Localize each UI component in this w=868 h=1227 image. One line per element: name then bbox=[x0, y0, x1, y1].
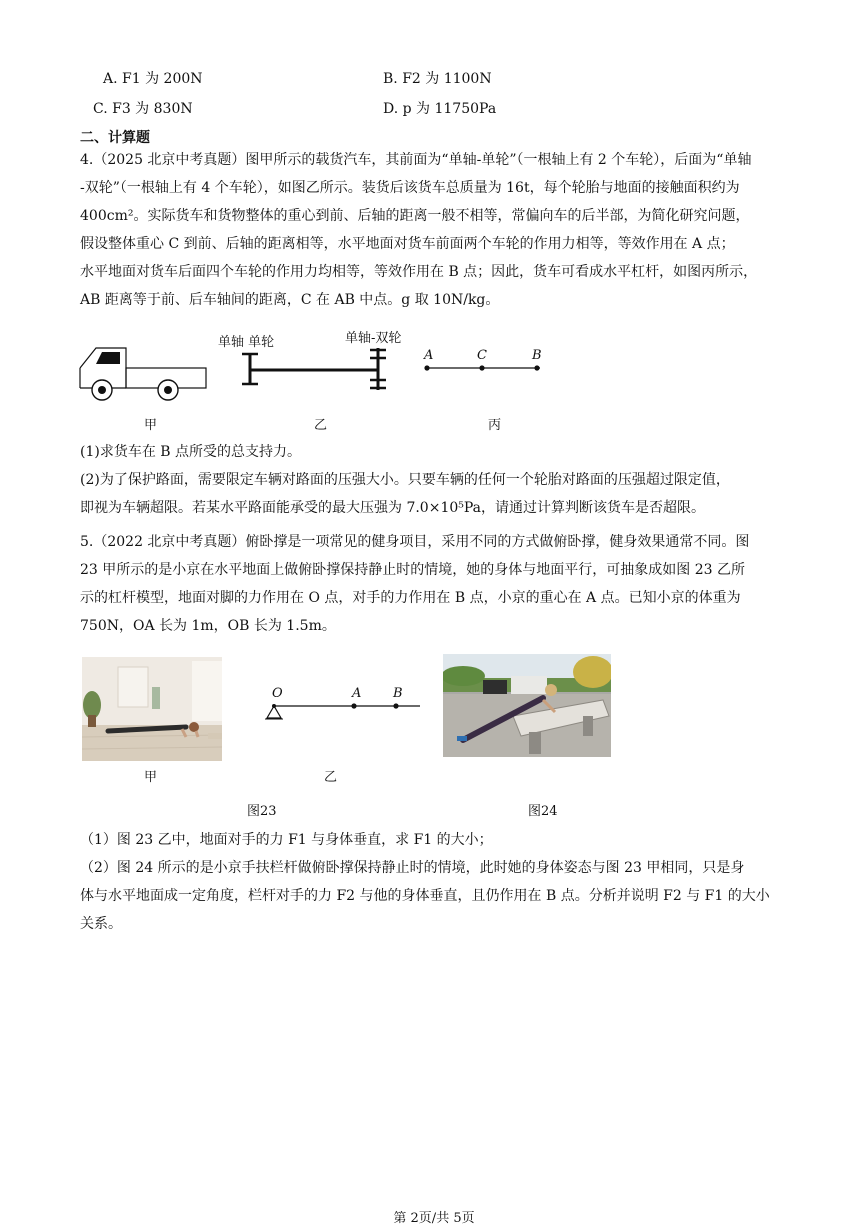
q4-line: -双轮”（一根轴上有 4 个车轮），如图乙所示。装货后该货车总质量为 16t，每个轮胎与地面的接触面积约为 bbox=[80, 180, 740, 196]
fig24-caption: 图24 bbox=[528, 804, 558, 819]
pushup-bench-photo bbox=[443, 654, 611, 757]
q4-line: AB 距离等于前、后车轴间的距离，C 在 AB 中点。g 取 10N/kg。 bbox=[80, 292, 500, 308]
page-footer: 第 2页/共 5页 bbox=[393, 1211, 475, 1226]
section-title: 二、计算题 bbox=[80, 130, 150, 146]
label-a: A bbox=[424, 348, 434, 363]
fig-caption-yi: 乙 bbox=[314, 418, 328, 433]
fig-caption-bing: 丙 bbox=[488, 418, 502, 433]
axle-diagram bbox=[236, 346, 396, 392]
q5-line: 示的杠杆模型，地面对脚的力作用在 O 点，对手的力作用在 B 点，小京的重心在 A 点。已知小京的体重为 bbox=[80, 590, 741, 606]
option-a: A. F1 为 200N bbox=[103, 71, 203, 87]
label-single-single: 单轴 单轮 bbox=[218, 335, 275, 350]
q4-line: 水平地面对货车后面四个车轮的作用力均相等，等效作用在 B 点；因此，货车可看成水平杠杆，如图丙所示， bbox=[80, 264, 758, 280]
pushup-floor-photo bbox=[82, 657, 222, 761]
q4-sub1: (1)求货车在 B 点所受的总支持力。 bbox=[80, 444, 302, 460]
option-b: B. F2 为 1100N bbox=[383, 71, 492, 87]
q4-sub2-line: 即视为车辆超限。若某水平路面能承受的最大压强为 7.0×10⁵Pa，请通过计算判断该货车是否超限。 bbox=[80, 500, 706, 516]
q5-line: 750N，OA 长为 1m，OB 长为 1.5m。 bbox=[80, 618, 336, 634]
label-c: C bbox=[477, 348, 487, 363]
fig23-caption-yi: 乙 bbox=[324, 770, 338, 785]
q4-line: 假设整体重心 C 到前、后轴的距离相等，水平地面对货车前面两个车轮的作用力相等，等效作用在 A 点； bbox=[80, 236, 735, 252]
fig-caption-jia: 甲 bbox=[144, 418, 158, 433]
option-c: C. F3 为 830N bbox=[93, 101, 193, 117]
label-o: O bbox=[272, 686, 283, 701]
q5-line: 23 甲所示的是小京在水平地面上做俯卧撑保持静止时的情境，她的身体与地面平行，可抽象成如图 23 乙所 bbox=[80, 562, 745, 578]
q4-line: 4.（2025 北京中考真题）图甲所示的载货汽车，其前面为“单轴-单轮”（一根轴上有 2 个车轮），后面为“单轴 bbox=[80, 152, 752, 168]
q5-sub2-line: （2）图 24 所示的是小京手扶栏杆做俯卧撑保持静止时的情境，此时她的身体姿态与图 23 甲相同，只是身 bbox=[80, 860, 745, 876]
q4-sub2-line: (2)为了保护路面，需要限定车辆对路面的压强大小。只要车辆的任何一个轮胎对路面的压强超过限定值， bbox=[80, 472, 730, 488]
option-d: D. p 为 11750Pa bbox=[383, 101, 497, 117]
label-single-double: 单轴-双轮 bbox=[345, 331, 402, 346]
label-a: A bbox=[352, 686, 362, 701]
q5-sub2-line: 体与水平地面成一定角度，栏杆对手的力 F2 与他的身体垂直，且仍作用在 B 点。分析并说明 F2 与 F1 的大小 bbox=[80, 888, 770, 904]
label-b: B bbox=[393, 686, 403, 701]
truck-diagram bbox=[76, 340, 212, 410]
label-b: B bbox=[532, 348, 542, 363]
lever-oab-diagram bbox=[264, 700, 424, 724]
q5-sub2-line: 关系。 bbox=[80, 916, 122, 932]
q5-line: 5.（2022 北京中考真题）俯卧撑是一项常见的健身项目，采用不同的方式做俯卧撑，健身效果通常不同。图 bbox=[80, 534, 750, 550]
fig23-caption: 图23 bbox=[247, 804, 277, 819]
q4-line: 400cm²。实际货车和货物整体的重心到前、后轴的距离一般不相等，常偏向车的后半部，为简化研究问题， bbox=[80, 208, 750, 224]
q5-sub1: （1）图 23 乙中，地面对手的力 F1 与身体垂直，求 F1 的大小； bbox=[80, 832, 493, 848]
fig23-caption-jia: 甲 bbox=[144, 770, 158, 785]
lever-acb-diagram bbox=[422, 362, 546, 374]
